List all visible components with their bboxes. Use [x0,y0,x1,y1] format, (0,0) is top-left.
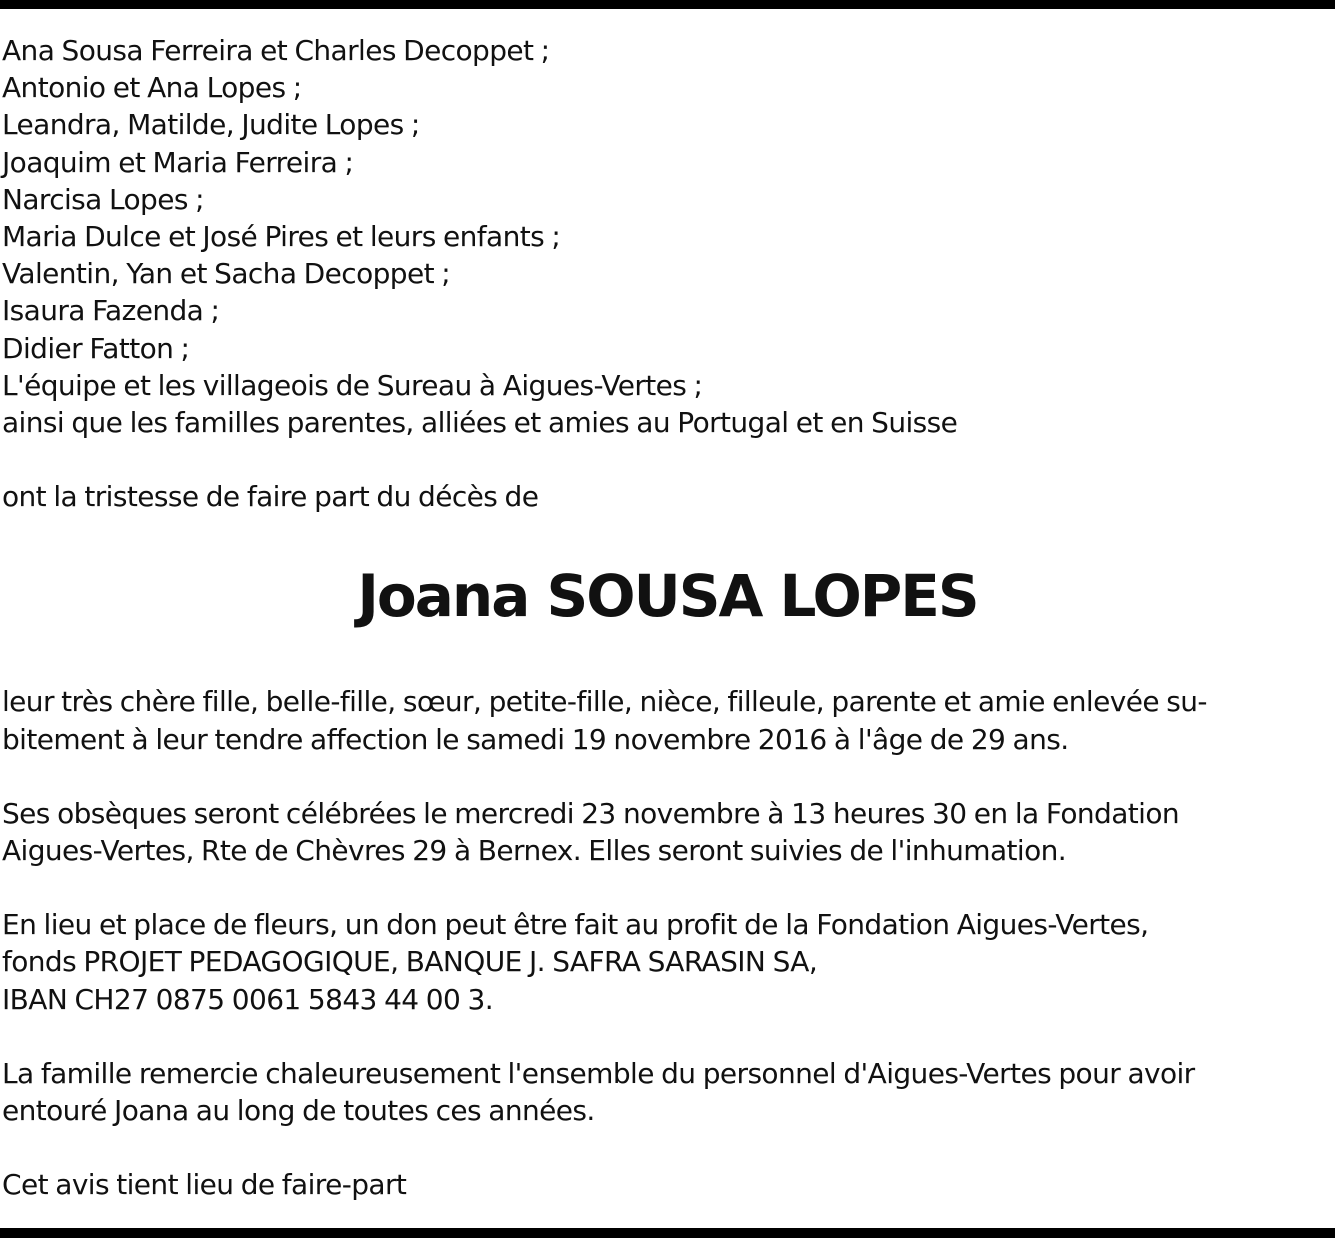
mourner-line: Ana Sousa Ferreira et Charles Decoppet ; [2,34,550,67]
mourner-line: Valentin, Yan et Sacha Decoppet ; [2,257,451,291]
announcement-text: ont la tristesse de faire part du décès de [2,480,539,514]
bottom-border-rule [0,1228,1335,1238]
mourner-line: Maria Dulce et José Pires et leurs enfants ; [2,220,561,254]
donation-paragraph [2,906,1333,1018]
mourners-list [2,32,1333,441]
funeral-paragraph [2,795,1333,869]
death-notice [2,32,1333,1203]
mourner-line: Narcisa Lopes ; [2,182,204,216]
donation-line: IBAN CH27 0875 0061 5843 44 00 3. [2,982,494,1016]
thanks-line: La famille remercie chaleureusement l'ensemble du personnel d'Aigues-Vertes pour avoir [2,1056,1195,1090]
funeral-line: Aigues-Vertes, Rte de Chèvres 29 à Bernex. Elles seront suivies de l'inhumation. [2,834,1067,868]
tribute-line: leur très chère fille, belle-fille, sœur, petite-fille, nièce, filleule, parente et amie enlevée su- [2,685,1207,719]
mourner-line: Antonio et Ana Lopes ; [2,71,302,105]
tribute-paragraph [2,683,1333,757]
mourner-line: Didier Fatton ; [2,331,190,365]
mourner-line: ainsi que les familles parentes, alliées et amies au Portugal et en Suisse [2,406,958,440]
tribute-line: bitement à leur tendre affection le samedi 19 novembre 2016 à l'âge de 29 ans. [2,722,1069,756]
closing-line: Cet avis tient lieu de faire-part [2,1168,407,1202]
mourner-line: Joaquim et Maria Ferreira ; [2,145,354,179]
mourner-line: Isaura Fazenda ; [2,294,220,328]
deceased-name-heading: Joana SOUSA LOPES [357,562,978,631]
funeral-line: Ses obsèques seront célébrées le mercredi 23 novembre à 13 heures 30 en la Fondation [2,796,1180,830]
mourner-line: Leandra, Matilde, Judite Lopes ; [2,108,420,142]
donation-line: En lieu et place de fleurs, un don peut être fait au profit de la Fondation Aigues-Vertes, [2,908,1149,942]
closing-text [2,1166,1333,1203]
donation-line: fonds PROJET PEDAGOGIQUE, BANQUE J. SAFRA SARASIN SA, [2,945,818,979]
top-border-rule [0,0,1335,9]
thanks-paragraph [2,1055,1333,1129]
thanks-line: entouré Joana au long de toutes ces années. [2,1094,595,1128]
mourner-line: L'équipe et les villageois de Sureau à Aigues-Vertes ; [2,368,703,402]
